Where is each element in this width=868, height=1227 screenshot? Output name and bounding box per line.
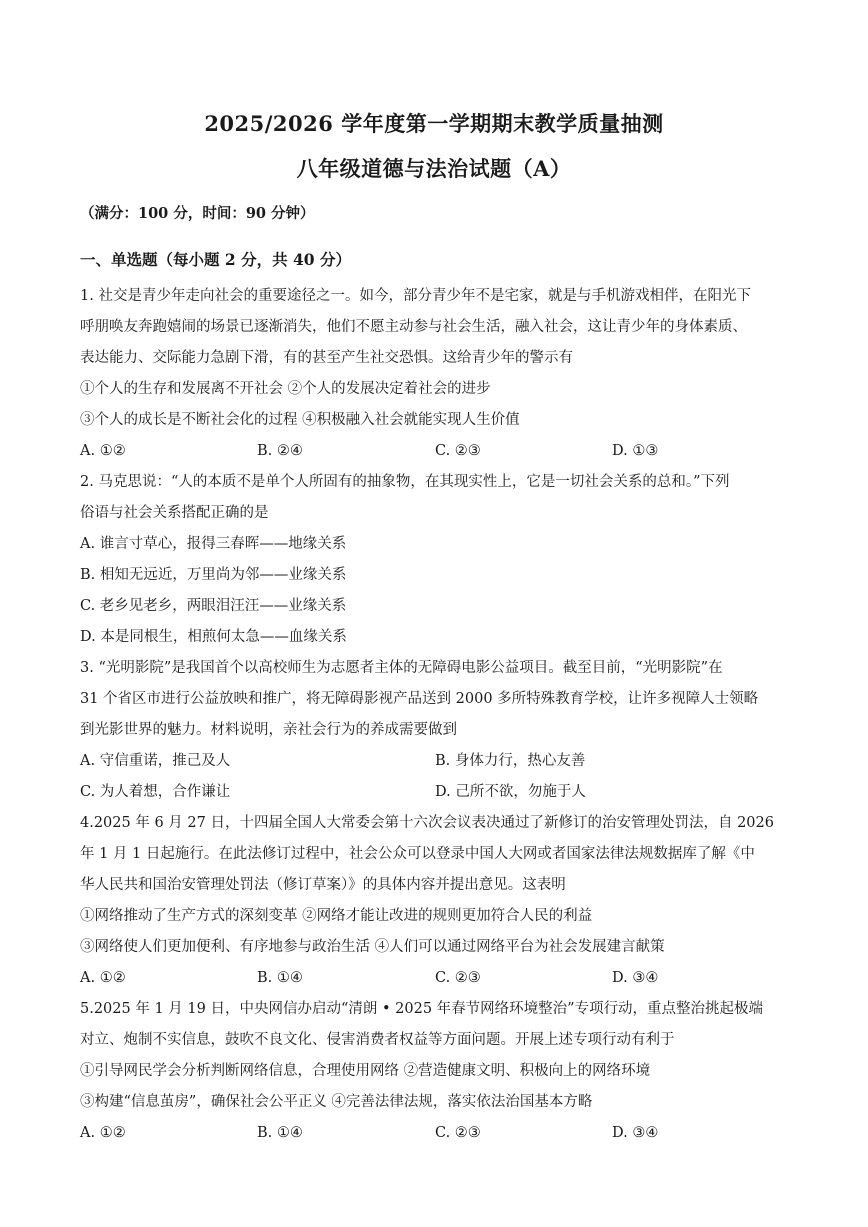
q5-stem-line: 5.2025 年 1 月 19 日，中央网信办启动“清朗 • 2025 年春节网络环境整治”专项行动，重点整治挑起极端: [80, 1001, 764, 1017]
q3-option-d[interactable]: D. 己所不欲，勿施于人: [435, 784, 586, 800]
q1-statement: ③个人的成长是不断社会化的过程 ④积极融入社会就能实现人生价值: [80, 412, 520, 428]
q3-stem-line: 到光影世界的魅力。材料说明，亲社会行为的养成需要做到: [80, 722, 457, 738]
q3-stem-line: 31 个省区市进行公益放映和推广，将无障碍影视产品送到 2000 多所特殊教育学校，让许多视障人士领略: [80, 691, 759, 707]
q1-option-d[interactable]: D. ①③: [612, 443, 659, 459]
q5-option-c[interactable]: C. ②③: [435, 1125, 481, 1141]
section-heading: 一、单选题（每小题 2 分，共 40 分）: [80, 250, 351, 269]
q2-option-b[interactable]: B. 相知无远近，万里尚为邻——业缘关系: [80, 567, 347, 583]
exam-title-line2: 八年级道德与法治试题（A）: [296, 156, 572, 181]
q1-option-b[interactable]: B. ②④: [257, 443, 303, 459]
exam-info: （满分：100 分，时间：90 分钟）: [80, 205, 315, 222]
q3-option-c[interactable]: C. 为人着想，合作谦让: [80, 784, 231, 800]
q2-stem-line: 俗语与社会关系搭配正确的是: [80, 505, 269, 521]
q5-statement: ①引导网民学会分析判断网络信息，合理使用网络 ②营造健康文明、积极向上的网络环境: [80, 1063, 651, 1079]
q2-option-d[interactable]: D. 本是同根生，相煎何太急——血缘关系: [80, 629, 347, 645]
q2-stem-line: 2. 马克思说：“人的本质不是单个人所固有的抽象物，在其现实性上，它是一切社会关系的总和。”下列: [80, 474, 730, 490]
q1-option-c[interactable]: C. ②③: [435, 443, 481, 459]
q3-option-b[interactable]: B. 身体力行，热心友善: [435, 753, 586, 769]
q1-stem-line: 表达能力、交际能力急剧下滑，有的甚至产生社交恐惧。这给青少年的警示有: [80, 350, 573, 366]
q1-option-a[interactable]: A. ①②: [80, 443, 126, 459]
q4-stem-line: 华人民共和国治安管理处罚法（修订草案）》的具体内容并提出意见。这表明: [80, 877, 566, 893]
q4-option-c[interactable]: C. ②③: [435, 970, 481, 986]
q5-statement: ③构建“信息茧房”，确保社会公平正义 ④完善法律法规，落实依法治国基本方略: [80, 1094, 593, 1110]
q4-option-b[interactable]: B. ①④: [257, 970, 303, 986]
q3-stem-line: 3. “光明影院”是我国首个以高校师生为志愿者主体的无障碍电影公益项目。截至目前，“光明影院”在: [80, 660, 723, 676]
q4-stem-line: 4.2025 年 6 月 27 日，十四届全国人大常委会第十六次会议表决通过了新修订的治安管理处罚法，自 2026: [80, 815, 774, 831]
q4-statement: ①网络推动了生产方式的深刻变革 ②网络才能让改进的规则更加符合人民的利益: [80, 908, 593, 924]
q5-stem-line: 对立、炮制不实信息，鼓吹不良文化、侵害消费者权益等方面问题。开展上述专项行动有利于: [80, 1032, 675, 1048]
exam-title-line1: 2025/2026 学年度第一学期期末教学质量抽测: [204, 111, 664, 136]
q5-option-b[interactable]: B. ①④: [257, 1125, 303, 1141]
q5-option-d[interactable]: D. ③④: [612, 1125, 659, 1141]
q4-option-a[interactable]: A. ①②: [80, 970, 126, 986]
q1-statement: ①个人的生存和发展离不开社会 ②个人的发展决定着社会的进步: [80, 381, 491, 397]
q1-stem-line: 呼朋唤友奔跑嬉闹的场景已逐渐消失，他们不愿主动参与社会生活，融入社会，这让青少年的身体素质、: [80, 319, 747, 335]
q2-option-c[interactable]: C. 老乡见老乡，两眼泪汪汪——业缘关系: [80, 598, 347, 614]
q4-statement: ③网络使人们更加便利、有序地参与政治生活 ④人们可以通过网络平台为社会发展建言献策: [80, 939, 665, 955]
q2-option-a[interactable]: A. 谁言寸草心，报得三春晖——地缘关系: [80, 536, 347, 552]
q1-stem-line: 1. 社交是青少年走向社会的重要途径之一。如今，部分青少年不是宅家，就是与手机游戏相伴，在阳光下: [80, 288, 751, 304]
q5-option-a[interactable]: A. ①②: [80, 1125, 126, 1141]
q4-stem-line: 年 1 月 1 日起施行。在此法修订过程中，社会公众可以登录中国人大网或者国家法律法规数据库了解《中: [80, 846, 755, 862]
q3-option-a[interactable]: A. 守信重诺，推己及人: [80, 753, 231, 769]
q4-option-d[interactable]: D. ③④: [612, 970, 659, 986]
